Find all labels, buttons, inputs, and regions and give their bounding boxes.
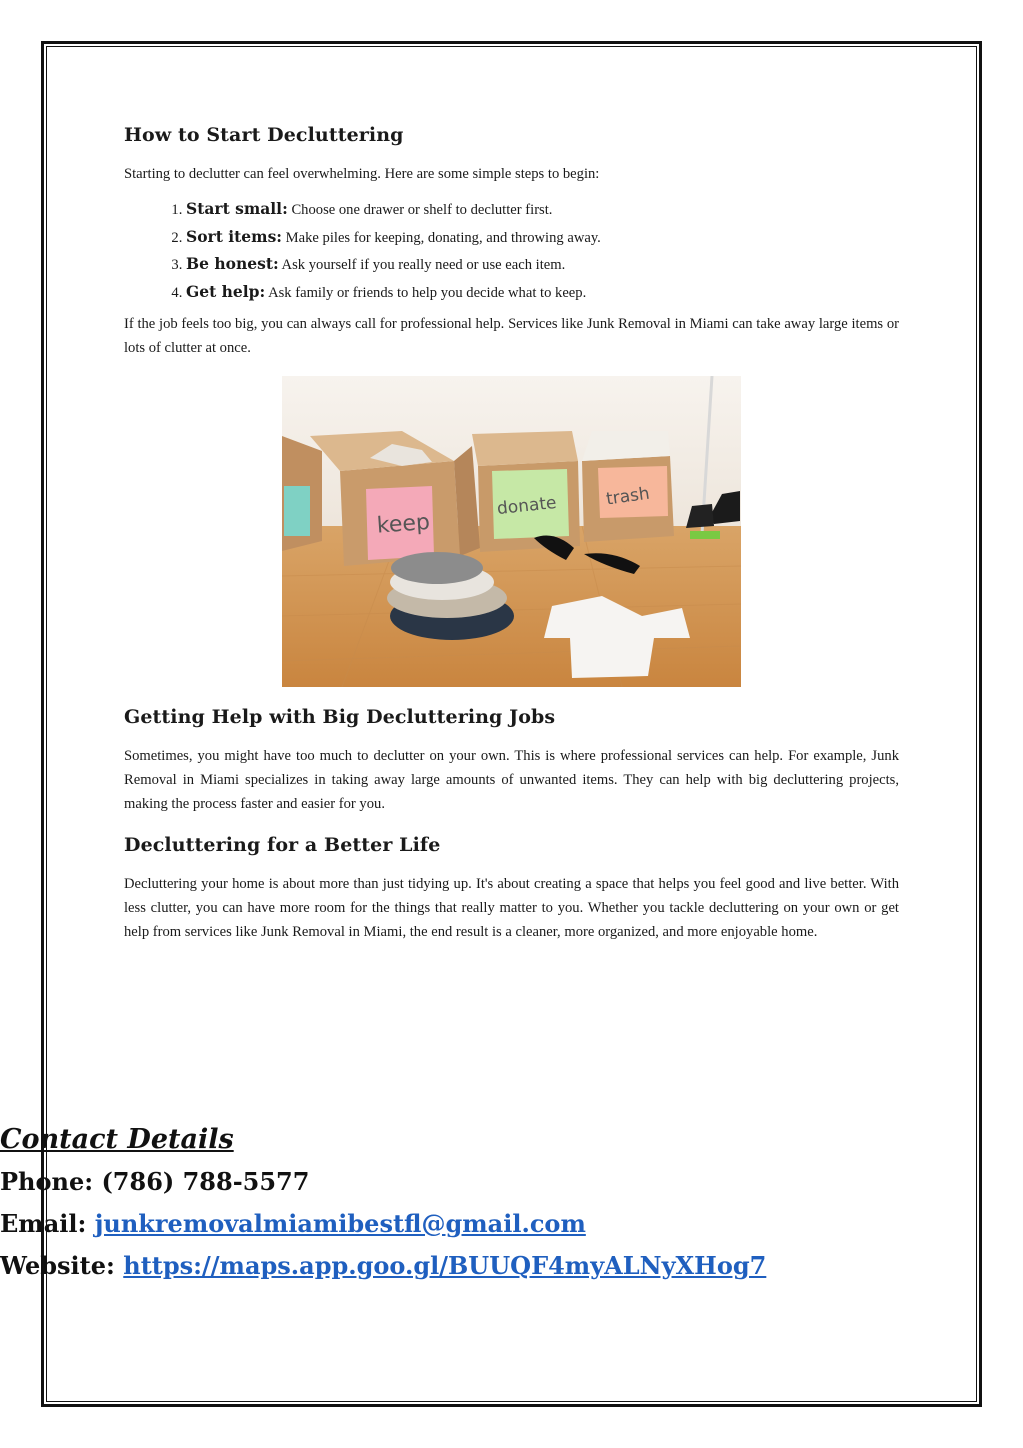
email-line	[0, 1209, 1023, 1238]
step-text: Make piles for keeping, donating, and throwing away.	[282, 229, 601, 246]
contact-title: Contact Details	[0, 1124, 234, 1155]
section-heading: How to Start Decluttering	[124, 124, 404, 146]
section-heading: Getting Help with Big Decluttering Jobs	[124, 706, 556, 728]
section-paragraph: Sometimes, you might have too much to declutter on your own. This is where professional services can help. For example, Junk Removal in Miami specializes in taking away large amounts of unwanted items. They can help with big decluttering projects, making the process faster and easier for you.	[124, 748, 899, 812]
phone-line: Phone: (786) 788-5577	[0, 1167, 310, 1196]
steps-list	[124, 196, 899, 306]
website-line	[0, 1251, 1023, 1280]
step-text: Ask yourself if you really need or use each item.	[278, 257, 566, 273]
list-item	[186, 251, 899, 279]
website-label: Website:	[0, 1251, 124, 1280]
website-link[interactable]: https://maps.app.goo.gl/BUUQF4myALNyXHog7	[123, 1251, 767, 1280]
email-link[interactable]: junkremovalmiamibestfl@gmail.com	[94, 1209, 586, 1238]
list-item	[186, 224, 899, 252]
step-title: Sort items:	[186, 226, 283, 246]
list-item	[186, 279, 899, 307]
section-heading: Decluttering for a Better Life	[124, 834, 441, 856]
list-item	[186, 196, 899, 224]
step-text: Ask family or friends to help you decide what to keep.	[265, 284, 587, 301]
step-text: Choose one drawer or shelf to declutter first.	[287, 202, 553, 218]
step-title: Get help:	[186, 281, 266, 301]
document-body	[124, 124, 899, 944]
section-getting-help	[124, 706, 899, 816]
section-how-to-start	[124, 124, 899, 360]
step-title: Be honest:	[186, 254, 279, 273]
contact-details	[0, 1124, 1023, 1280]
email-label: Email:	[0, 1209, 95, 1238]
keep-label: keep	[376, 509, 431, 539]
decluttering-boxes-photo	[282, 376, 741, 687]
step-title: Start small:	[186, 199, 288, 218]
donate-label: donate	[496, 492, 558, 520]
professional-help-paragraph: If the job feels too big, you can always call for professional help. Services like Junk Removal in Miami can take away large items or lots of clutter at once.	[124, 316, 899, 356]
intro-text: Starting to declutter can feel overwhelming. Here are some simple steps to begin:	[124, 166, 600, 182]
trash-label: trash	[604, 483, 651, 510]
section-paragraph: Decluttering your home is about more than just tidying up. It's about creating a space that helps you feel good and live better. With less clutter, you can have more room for the things that really matter to you. Whether you tackle decluttering on your own or get help from services like Junk Removal in Miami, the end result is a cleaner, more organized, and more enjoyable home.	[124, 876, 899, 940]
section-better-life	[124, 834, 899, 944]
